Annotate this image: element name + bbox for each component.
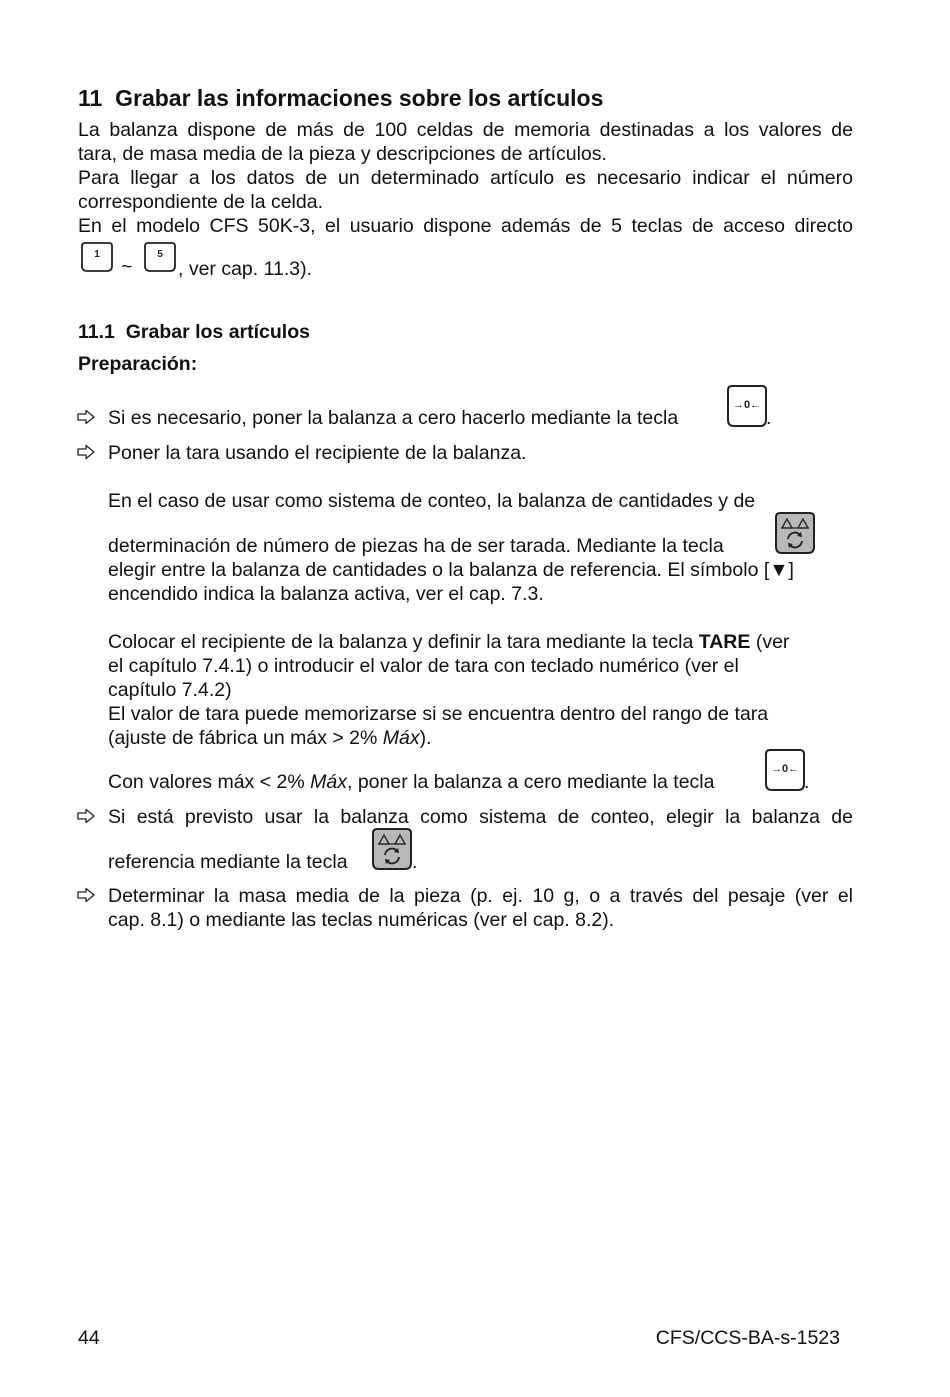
page-number: 44: [78, 1327, 100, 1349]
key-5-label: 5: [157, 249, 163, 260]
bullet-2-paragraph-line: capítulo 7.4.2): [108, 679, 232, 701]
zero-key-icon: [764, 748, 806, 792]
intro-line: Para llegar a los datos de un determinado artículo es necesario indicar el número: [78, 167, 853, 189]
bullet-1-end: .: [766, 407, 772, 429]
intro-line: La balanza dispone de más de 100 celdas de memoria destinadas a los valores de: [78, 119, 853, 141]
bullet-3-text: referencia mediante la tecla: [108, 851, 348, 873]
bullet-2-text: Poner la tara usando el recipiente de la balanza.: [108, 442, 527, 464]
preparation-label: Preparación:: [78, 353, 198, 375]
bullet-3-end: .: [412, 851, 418, 873]
bullet-2-paragraph-line: Colocar el recipiente de la balanza y definir la tara mediante la tecla TARE (ver: [108, 631, 790, 653]
bullet-2-paragraph-line: determinación de número de piezas ha de ser tarada. Mediante la tecla: [108, 535, 724, 557]
scale-switch-key-icon: [774, 511, 816, 555]
numeric-key-5-icon: [143, 240, 177, 274]
bullet-arrow-icon: [77, 808, 97, 824]
intro-tail: , ver cap. 11.3).: [178, 258, 313, 280]
intro-line: correspondiente de la celda.: [78, 191, 323, 213]
bullet-2-paragraph-line: elegir entre la balanza de cantidades o la balanza de referencia. El símbolo [▼]: [108, 559, 794, 581]
zero-key-icon: [726, 384, 768, 428]
tare-key-name: TARE: [698, 631, 751, 653]
zero-key-label: →0←: [732, 399, 762, 411]
zero-key-label: →0←: [770, 763, 800, 775]
document-id: CFS/CCS-BA-s-1523: [655, 1327, 840, 1349]
bullet-2-end: .: [804, 771, 810, 793]
bullet-4-text: Determinar la masa media de la pieza (p. ej. 10 g, o a través del pesaje (ver el: [108, 885, 853, 907]
key-1-label: 1: [94, 249, 100, 260]
intro-line: En el modelo CFS 50K-3, el usuario dispone además de 5 teclas de acceso directo: [78, 215, 853, 237]
section-heading: 11.1 Grabar los artículos: [78, 321, 310, 343]
scale-switch-key-icon: [371, 827, 413, 871]
bullet-2-paragraph-line: encendido indica la balanza activa, ver el cap. 7.3.: [108, 583, 544, 605]
numeric-key-1-icon: [80, 240, 114, 274]
intro-line: tara, de masa media de la pieza y descripciones de artículos.: [78, 143, 607, 165]
bullet-3-text: Si está previsto usar la balanza como sistema de conteo, elegir la balanza de: [108, 806, 853, 828]
bullet-4-text: cap. 8.1) o mediante las teclas numéricas (ver el cap. 8.2).: [108, 909, 615, 931]
bullet-2-paragraph-line: En el caso de usar como sistema de conteo, la balanza de cantidades y de: [108, 490, 756, 512]
bullet-arrow-icon: [77, 887, 97, 903]
bullet-2-paragraph-line: El valor de tara puede memorizarse si se encuentra dentro del rango de tara: [108, 703, 769, 725]
bullet-arrow-icon: [77, 409, 97, 425]
bullet-arrow-icon: [77, 444, 97, 460]
bullet-2-paragraph-line: el capítulo 7.4.1) o introducir el valor de tara con teclado numérico (ver el: [108, 655, 739, 677]
chapter-heading: 11 Grabar las informaciones sobre los artículos: [78, 85, 604, 111]
key-range-tilde: ~: [121, 256, 133, 278]
bullet-2-paragraph-line: (ajuste de fábrica un máx > 2% Máx).: [108, 727, 432, 749]
bullet-2-paragraph-line: Con valores máx < 2% Máx, poner la balanza a cero mediante la tecla: [108, 771, 715, 793]
bullet-1-text: Si es necesario, poner la balanza a cero hacerlo mediante la tecla: [108, 407, 679, 429]
